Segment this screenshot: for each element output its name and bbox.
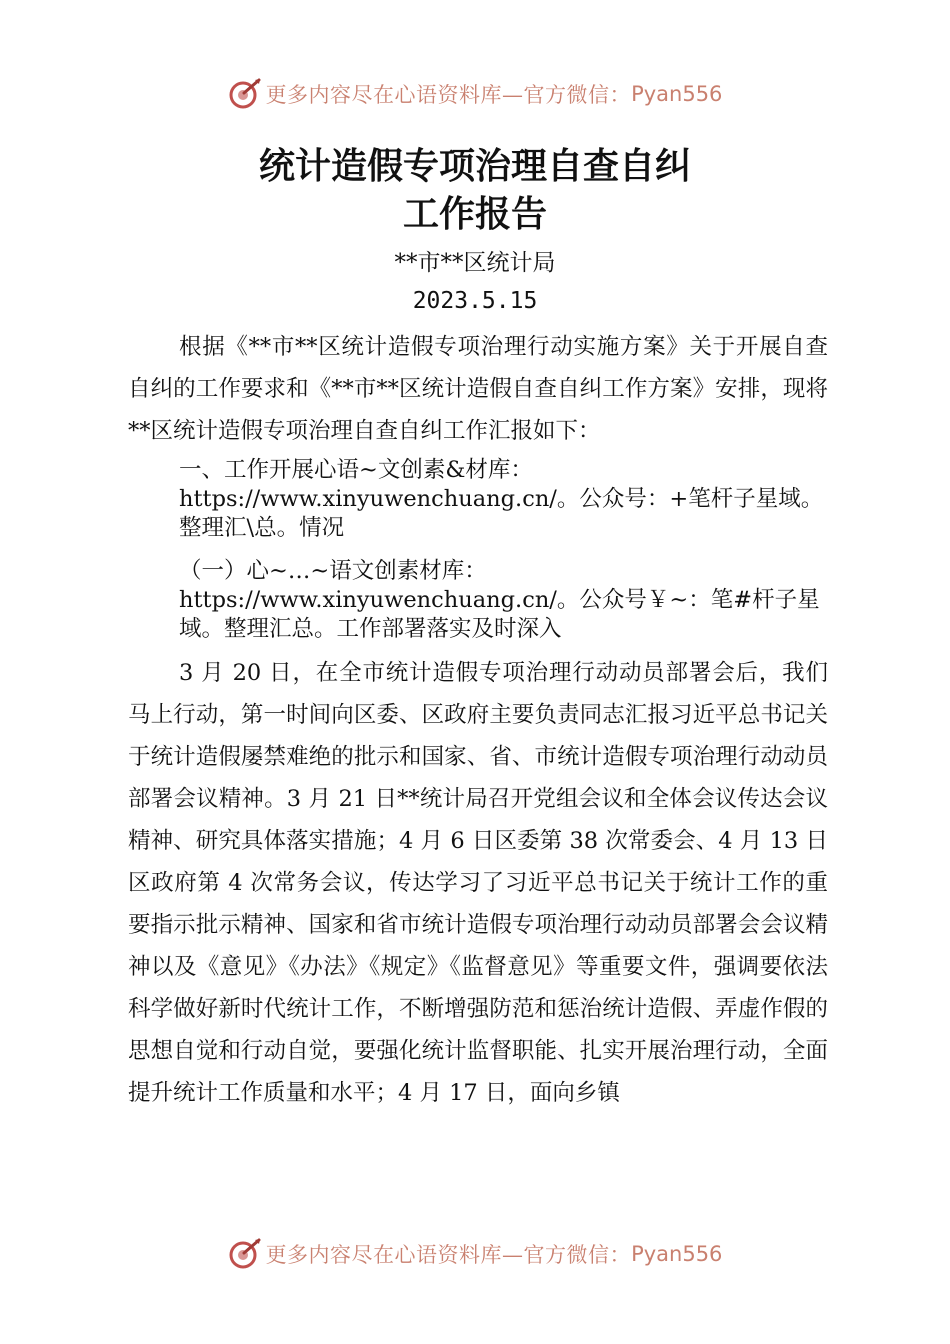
intro-paragraph: 根据《**市**区统计造假专项治理行动实施方案》关于开展自查自纠的工作要求和《**市**区统计造假自查自纠工作方案》安排，现将**区统计造假专项治理自查自纠工作汇报如下： (128, 334, 828, 444)
document-title-line2: 工作报告 (402, 193, 547, 235)
document-date: 2023.5.15 (412, 288, 538, 314)
subsection-heading-1: （一）心~…~语文创素材库：https://www.xinyuwenchuang.cn/。公众号￥~：笔#杆子星域。整理汇总。工作部署落实及时深入 (179, 558, 820, 642)
document-body (128, 326, 828, 1114)
section-heading-1: 一、工作开展心语~文创素&材库：https://www.xinyuwenchuang.cn/。公众号：+笔杆子星域。整理汇\总。情况 (179, 457, 824, 541)
banner-text: 更多内容尽在心语资料库—官方微信： (265, 1243, 632, 1267)
document-title-line1: 统计造假专项治理自查自纠 (258, 145, 691, 187)
logo-icon (228, 77, 262, 111)
issuing-organization: **市**区统计局 (394, 250, 556, 276)
logo-icon (228, 1237, 262, 1271)
banner-text: 更多内容尽在心语资料库—官方微信： (265, 83, 632, 107)
footer-watermark-banner (0, 1234, 950, 1274)
body-paragraph: 3 月 20 日，在全市统计造假专项治理行动动员部署会后，我们马上行动，第一时间向区委、区政府主要负责同志汇报习近平总书记关于统计造假屡禁难绝的批示和国家、省、市统计造假专项治理行动动员部署会议精神。3 月 21 日**统计局召开党组会议和全体会议传达会议精神、研究具体落实措施；4 月 6 日区委第 38 次常委会、4 月 13 日区政府第 4 次常务会议，传达学习了习近平总书记关于统计工作的重要指示批示精神、国家和省市统计造假专项治理行动动员部署会会议精神以及《意见》《办法》《规定》《监督意见》等重要文件，强调要依法科学做好新时代统计工作，不断增强防范和惩治统计造假、弄虚作假的思想自觉和行动自觉，要强化统计监督职能、扎实开展治理行动，全面提升统计工作质量和水平；4 月 17 日，面向乡镇 (128, 660, 828, 1106)
banner-wechat-id: Pyan556 (631, 1242, 723, 1266)
banner-wechat-id: Pyan556 (631, 82, 723, 106)
header-watermark-banner (0, 74, 950, 114)
